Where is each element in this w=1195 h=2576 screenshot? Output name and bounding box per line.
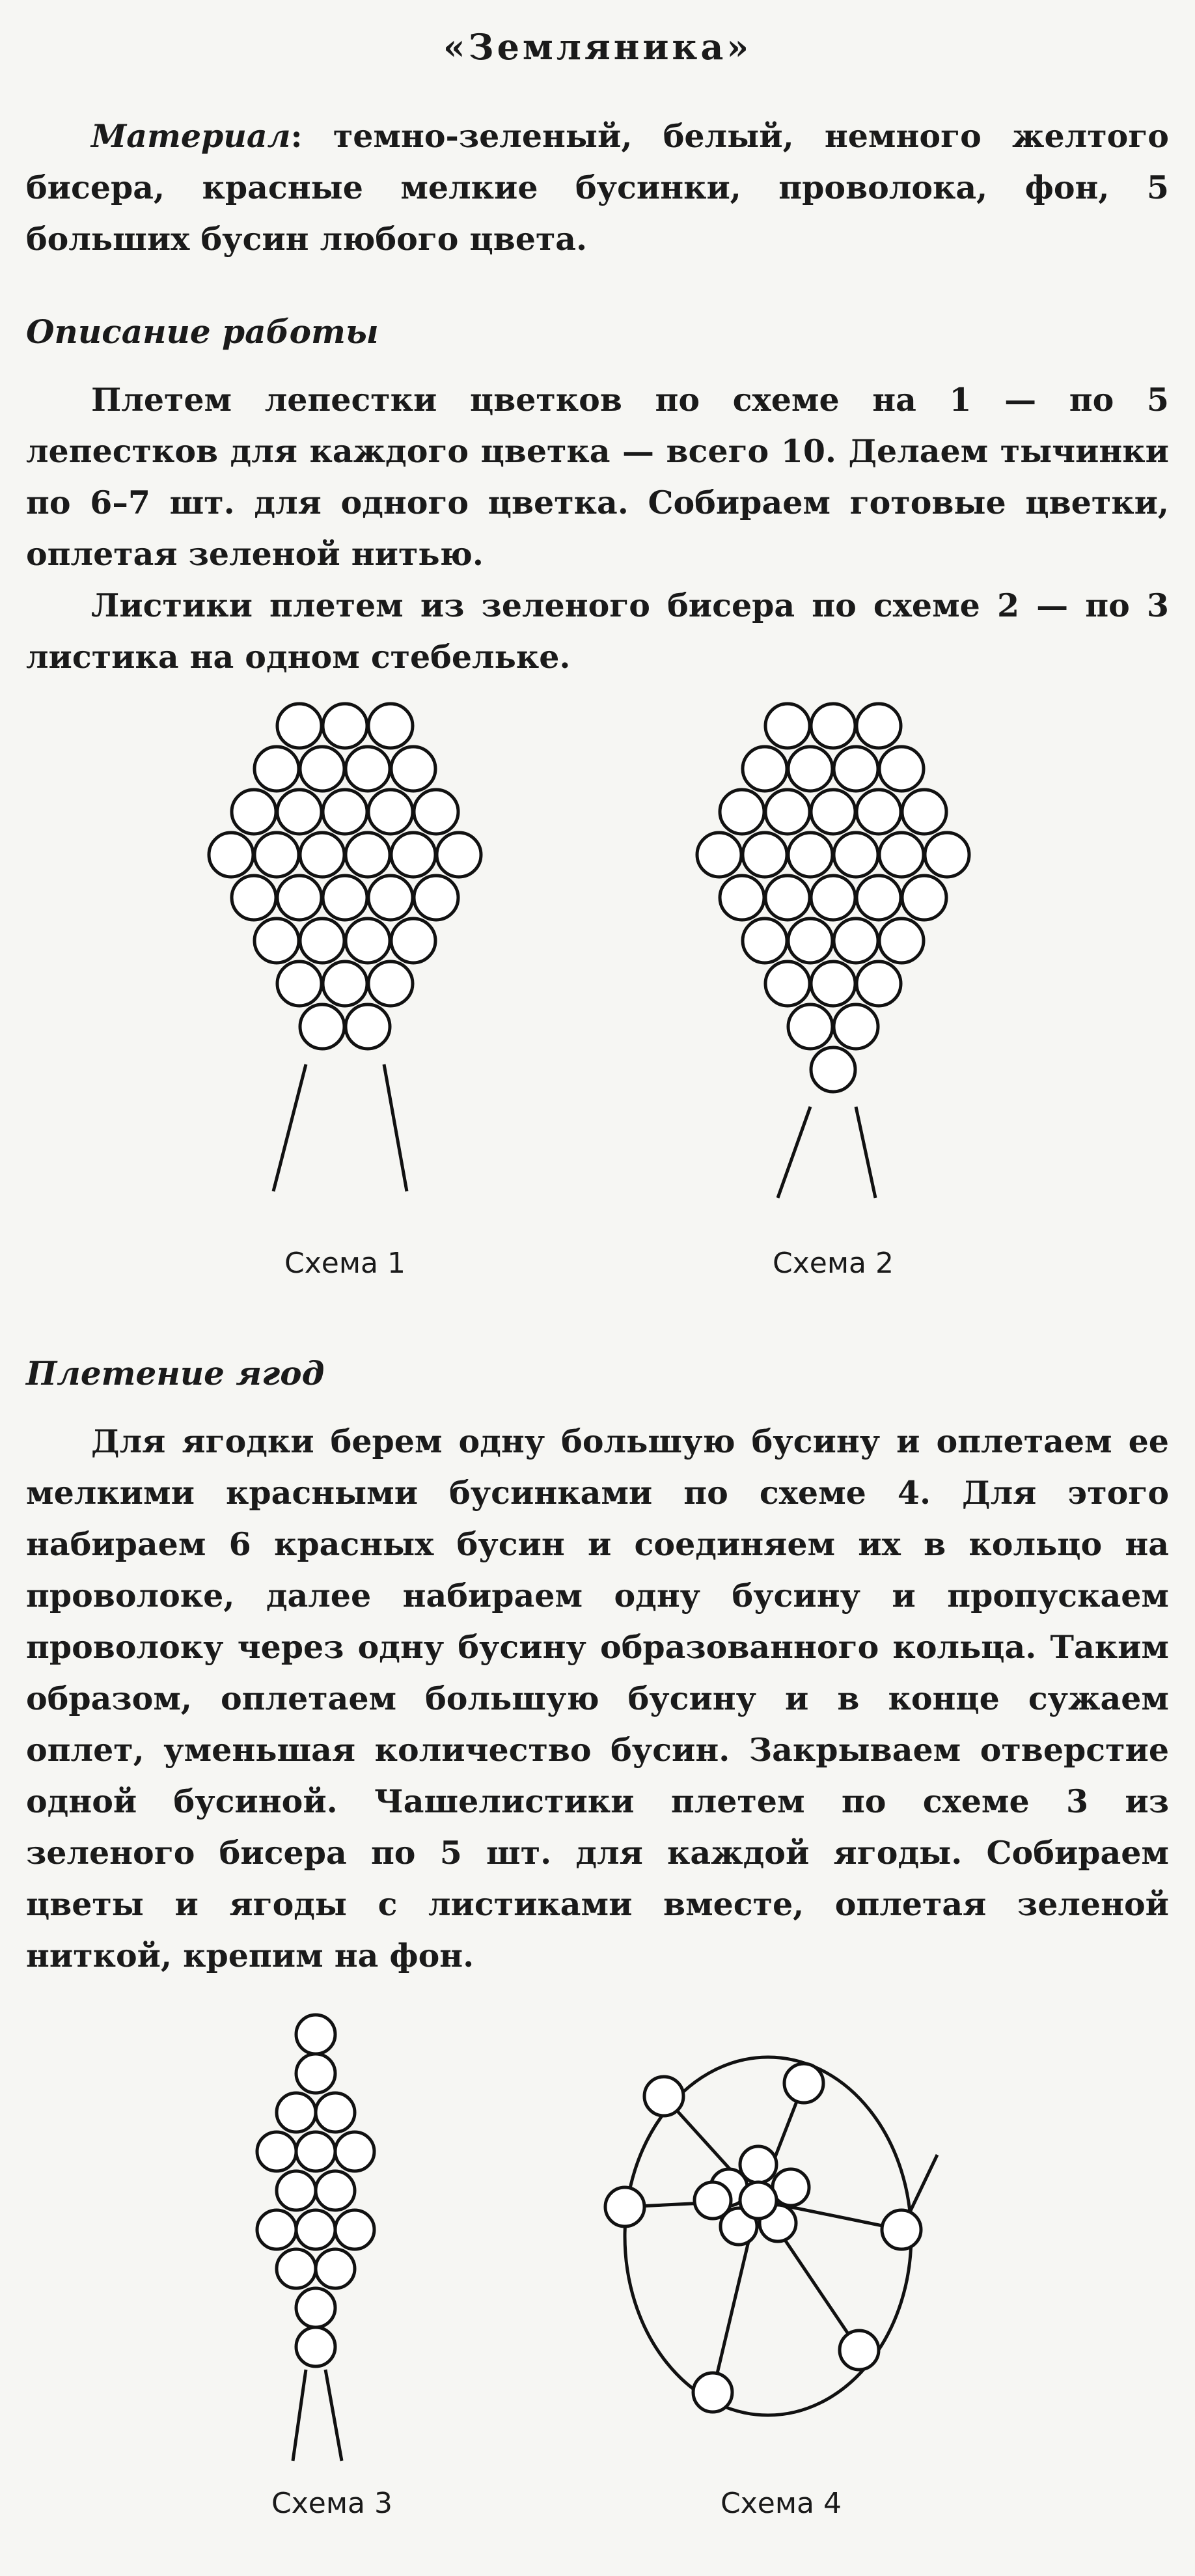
materials-block <box>26 111 1169 265</box>
bead <box>300 919 344 963</box>
inner-bead <box>740 2182 776 2219</box>
bead <box>857 876 901 920</box>
bead <box>346 833 390 877</box>
bead <box>811 876 855 920</box>
bead <box>296 2132 335 2171</box>
bead <box>414 790 458 834</box>
bead <box>296 2054 335 2093</box>
inner-bead <box>740 2146 776 2183</box>
scheme-4-caption: Схема 4 <box>721 2487 842 2520</box>
bead <box>857 704 901 748</box>
bead <box>743 833 787 877</box>
bead <box>720 790 764 834</box>
bead <box>879 833 924 877</box>
bead <box>277 962 322 1006</box>
bead <box>296 2288 335 2327</box>
bead <box>391 833 435 877</box>
bead <box>254 833 299 877</box>
bead <box>788 1004 832 1049</box>
bead <box>346 919 390 963</box>
page-title: «Земляника» <box>443 26 752 68</box>
bead <box>834 919 878 963</box>
scheme-1-caption: Схема 1 <box>284 1247 405 1280</box>
materials-text: : темно-зеленый, белый, немного желтого бисера, красные мелкие бусинки, проволока, фон, 5 больших бусин любого цвета. <box>26 117 1169 258</box>
sepal-berry-diagrams <box>0 2005 1195 2474</box>
berries-block <box>26 1416 1169 1982</box>
scheme-2-leaf-diagram <box>697 704 969 1198</box>
bead <box>232 790 276 834</box>
bead <box>368 790 413 834</box>
bead <box>277 2171 316 2210</box>
scheme-3-sepal-diagram <box>257 2015 374 2461</box>
bead <box>414 876 458 920</box>
bead <box>323 876 367 920</box>
description-paragraph-2: Листики плетем из зеленого бисера по схеме 2 — по 3 листика на одном стебельке. <box>26 587 1169 676</box>
outer-bead <box>693 2373 732 2412</box>
bead <box>296 2210 335 2249</box>
bead <box>232 876 276 920</box>
bead <box>346 1004 390 1049</box>
bead <box>765 790 810 834</box>
bead <box>277 876 322 920</box>
bead <box>857 790 901 834</box>
bead <box>296 2015 335 2054</box>
bead <box>257 2132 296 2171</box>
bead <box>811 704 855 748</box>
bead <box>437 833 481 877</box>
materials-paragraph <box>26 111 1169 265</box>
section-heading-description: Описание работы <box>26 312 379 351</box>
wire-right <box>856 1107 875 1198</box>
wire-right <box>325 2370 342 2461</box>
bead <box>300 747 344 791</box>
bead <box>834 833 878 877</box>
bead <box>765 704 810 748</box>
bead <box>765 962 810 1006</box>
bead <box>697 833 741 877</box>
berries-paragraph: Для ягодки берем одну большую бусину и оплетаем ее мелкими красными бусинками по схеме 4. Для этого набираем 6 красных бусин и соединяем их в кольцо на проволоке, далее набираем одну бусину и пропускаем проволоку через одну бусину образованного кольца. Таким образом, оплетаем большую бусину и в конце сужаем оплет, уменьшая количество бусин. Закрываем отверстие одной бусиной. Чашелистики плетем по схеме 3 из зеленого бисера по 5 шт. для каждой ягоды. Собираем цветы и ягоды с листиками вместе, оплетая зеленой ниткой, крепим на фон. <box>26 1422 1169 1974</box>
bead <box>902 876 946 920</box>
bead <box>277 2249 316 2288</box>
bead <box>811 1047 855 1092</box>
bead <box>368 876 413 920</box>
bead <box>300 1004 344 1049</box>
bead <box>323 704 367 748</box>
materials-lead: Материал <box>91 117 291 155</box>
bead <box>743 747 787 791</box>
scheme-4-berry-diagram <box>605 2057 937 2415</box>
scheme-3-caption: Схема 3 <box>271 2487 392 2520</box>
bead <box>788 833 832 877</box>
bead <box>879 919 924 963</box>
bead <box>391 919 435 963</box>
outer-bead <box>605 2187 644 2226</box>
bead <box>788 919 832 963</box>
bead <box>316 2093 355 2132</box>
wire-left <box>273 1064 306 1191</box>
description-paragraph-1: Плетем лепестки цветков по схеме на 1 — по 5 лепестков для каждого цветка — всего 10. Делаем тычинки по 6–7 шт. для одного цветка. Собираем готовые цветки, оплетая зеленой нитью. <box>26 381 1169 573</box>
bead <box>209 833 253 877</box>
section-heading-berries: Плетение ягод <box>26 1354 325 1392</box>
wire-right <box>384 1064 407 1191</box>
bead <box>277 790 322 834</box>
petal-leaf-diagrams <box>0 690 1195 1243</box>
bead <box>335 2210 374 2249</box>
scheme-2-caption: Схема 2 <box>773 1247 894 1280</box>
bead <box>925 833 969 877</box>
bead <box>811 790 855 834</box>
wire-left <box>293 2370 306 2461</box>
bead <box>316 2171 355 2210</box>
bead <box>720 876 764 920</box>
wire-left <box>778 1107 810 1198</box>
bead <box>296 2327 335 2366</box>
bead <box>323 790 367 834</box>
bead <box>902 790 946 834</box>
bead <box>834 1004 878 1049</box>
bead <box>277 2093 316 2132</box>
bead <box>257 2210 296 2249</box>
bead <box>811 962 855 1006</box>
scheme-1-petal-diagram <box>209 704 481 1191</box>
outer-bead <box>784 2064 823 2103</box>
description-block <box>26 374 1169 683</box>
outer-bead <box>882 2210 921 2249</box>
bead <box>335 2132 374 2171</box>
bead <box>323 962 367 1006</box>
bead <box>834 747 878 791</box>
bead <box>300 833 344 877</box>
bead <box>879 747 924 791</box>
bead <box>391 747 435 791</box>
bead <box>368 962 413 1006</box>
bead <box>765 876 810 920</box>
bead <box>857 962 901 1006</box>
bead <box>277 704 322 748</box>
outer-bead <box>644 2077 683 2116</box>
bead <box>346 747 390 791</box>
outer-bead <box>840 2331 879 2370</box>
inner-bead <box>694 2182 731 2219</box>
bead <box>788 747 832 791</box>
bead <box>254 747 299 791</box>
bead <box>316 2249 355 2288</box>
bead <box>368 704 413 748</box>
bead <box>254 919 299 963</box>
bead <box>743 919 787 963</box>
